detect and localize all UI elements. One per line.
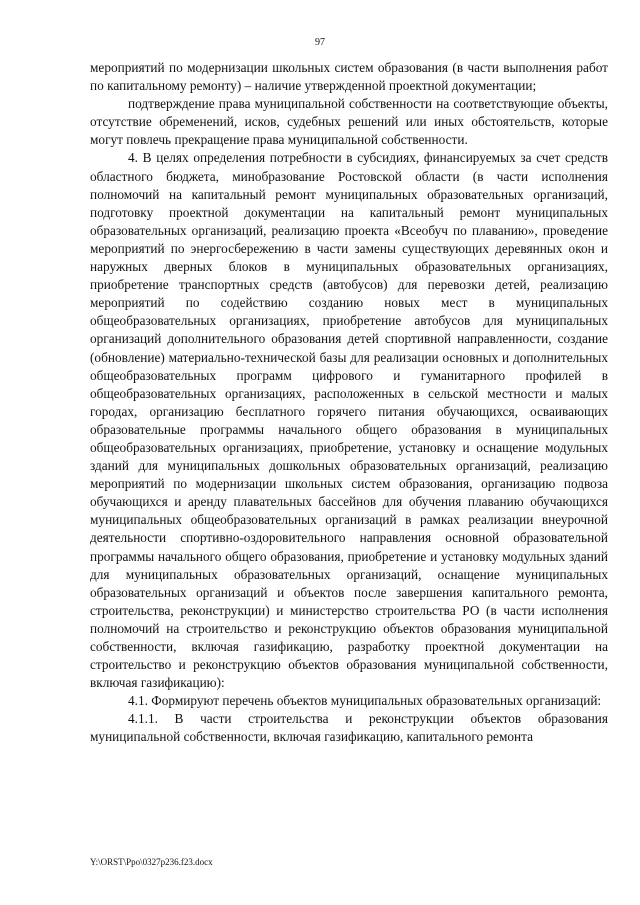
footer-file-path: Y:\ORST\Ppo\0327p236.f23.docx <box>90 857 213 867</box>
page-number: 97 <box>315 37 325 48</box>
paragraph-1: мероприятий по модернизации школьных систем образования (в части выполнения работ по капитальному ремонту) – наличие утвержденной проектной документации; <box>90 60 608 94</box>
paragraph-3: 4. В целях определения потребности в субсидиях, финансируемых за счет средств областного бюджета, минобразование Ростовской области (в части исполнения полномочий на капитальный ремонт муниципальных образовательных организаций, подготовку проектной документации на капитальный ремонт муниципальных образовательных организаций, реализацию проекта «Всеобуч по плаванию», проведение мероприятий по энергосбережению в части замены существующих деревянных окон и наружных дверных блоков в муниципальных образовательных организациях, приобретение транспортных средств (автобусов) для перевозки детей, реализацию мероприятий по содействию созданию новых мест в муниципальных общеобразовательных организациях, приобретение автобусов для муниципальных организаций дополнительного образования детей спортивной направленности, создание (обновление) материально-технической базы для реализации основных и дополнительных общеобразовательных программ цифрового и гуманитарного профилей в общеобразовательных организациях, расположенных в сельской местности и малых городах, организацию бесплатного горячего питания обучающихся, осваивающих образовательные программы начального общего образования в муниципальных общеобразовательных организациях, приобретение, установку и оснащение модульных зданий для муниципальных дошкольных образовательных организаций, реализацию мероприятий по модернизации школьных систем образования, организацию подвоза обучающихся и аренду плавательных бассейнов для обучения плаванию обучающихся муниципальных общеобразовательных организаций в рамках реализации внеурочной деятельности спортивно-оздоровительного направления основной образовательной программы начального общего образования, приобретение и установку модульных зданий для муниципальных образовательных организаций, оснащение муниципальных образовательных организаций и объектов после завершения капитального ремонта, строительства, реконструкции) и министерство строительства РО (в части исполнения полномочий на строительство и реконструкцию объектов образования муниципальной собственности, включая газификацию, разработку проектной документации на строительство и реконструкцию объектов образования муниципальной собственности, включая газификацию): <box>90 150 608 691</box>
paragraph-2: подтверждение права муниципальной собственности на соответствующие объекты, отсутствие обременений, исков, судебных решений или иных обстоятельств, которые могут повлечь прекращение права муниципальной собственности. <box>90 96 608 148</box>
paragraph-5: 4.1.1. В части строительства и реконструкции объектов образования муниципальной собственности, включая газификацию, капитального ремонта <box>90 711 608 745</box>
body-text <box>90 59 608 747</box>
paragraph-4: 4.1. Формируют перечень объектов муниципальных образовательных организаций: <box>128 693 602 709</box>
